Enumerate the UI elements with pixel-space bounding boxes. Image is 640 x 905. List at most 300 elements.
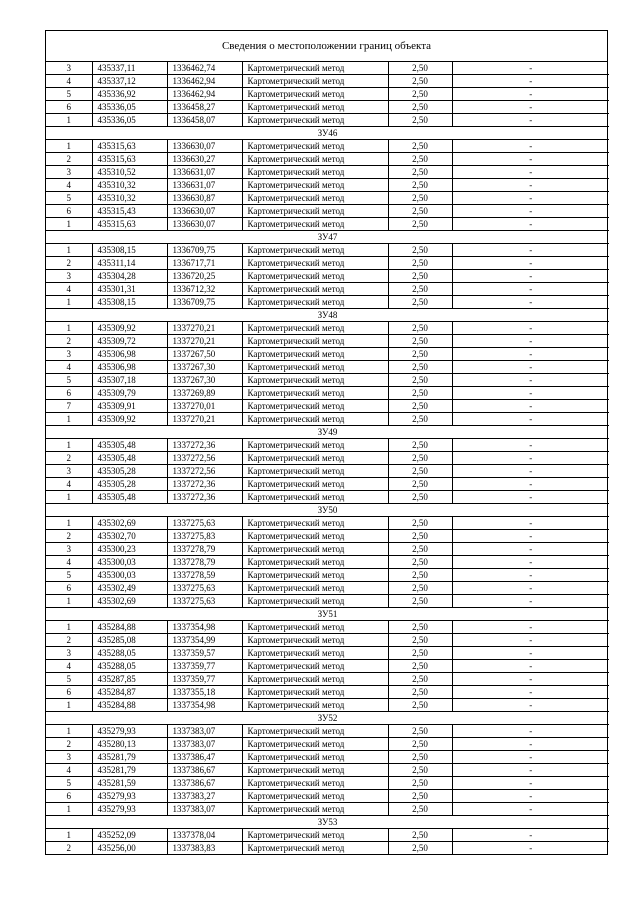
accuracy-cell: 2,50 xyxy=(388,738,452,751)
x-coordinate-cell: 435284,88 xyxy=(92,699,167,712)
x-coordinate-cell: 435285,08 xyxy=(92,634,167,647)
method-cell: Картометрический метод xyxy=(242,296,388,309)
section-header-row xyxy=(46,231,609,244)
point-number-cell: 2 xyxy=(46,257,92,270)
coordinates-table xyxy=(46,62,609,854)
accuracy-cell: 2,50 xyxy=(388,192,452,205)
accuracy-cell: 2,50 xyxy=(388,465,452,478)
method-cell: Картометрический метод xyxy=(242,335,388,348)
accuracy-cell: 2,50 xyxy=(388,140,452,153)
point-number-cell: 3 xyxy=(46,348,92,361)
x-coordinate-cell: 435305,28 xyxy=(92,465,167,478)
table-row xyxy=(46,751,609,764)
method-cell: Картометрический метод xyxy=(242,465,388,478)
y-coordinate-cell: 1337270,01 xyxy=(167,400,242,413)
x-coordinate-cell: 435280,13 xyxy=(92,738,167,751)
y-coordinate-cell: 1337278,79 xyxy=(167,543,242,556)
description-cell: - xyxy=(452,595,609,608)
accuracy-cell: 2,50 xyxy=(388,452,452,465)
accuracy-cell: 2,50 xyxy=(388,257,452,270)
y-coordinate-cell: 1337383,07 xyxy=(167,725,242,738)
accuracy-cell: 2,50 xyxy=(388,595,452,608)
table-row xyxy=(46,348,609,361)
point-number-cell: 2 xyxy=(46,153,92,166)
description-cell: - xyxy=(452,582,609,595)
y-coordinate-cell: 1337355,18 xyxy=(167,686,242,699)
point-number-cell: 1 xyxy=(46,803,92,816)
point-number-cell: 3 xyxy=(46,62,92,75)
table-row xyxy=(46,790,609,803)
description-cell: - xyxy=(452,699,609,712)
x-coordinate-cell: 435252,09 xyxy=(92,829,167,842)
method-cell: Картометрический метод xyxy=(242,270,388,283)
description-cell: - xyxy=(452,88,609,101)
x-coordinate-cell: 435284,88 xyxy=(92,621,167,634)
x-coordinate-cell: 435305,48 xyxy=(92,452,167,465)
description-cell: - xyxy=(452,205,609,218)
y-coordinate-cell: 1337383,07 xyxy=(167,738,242,751)
table-row xyxy=(46,439,609,452)
x-coordinate-cell: 435309,72 xyxy=(92,335,167,348)
y-coordinate-cell: 1337386,47 xyxy=(167,751,242,764)
y-coordinate-cell: 1336709,75 xyxy=(167,244,242,257)
description-cell: - xyxy=(452,569,609,582)
accuracy-cell: 2,50 xyxy=(388,62,452,75)
y-coordinate-cell: 1337354,98 xyxy=(167,699,242,712)
point-number-cell: 6 xyxy=(46,582,92,595)
accuracy-cell: 2,50 xyxy=(388,478,452,491)
section-title: ЗУ51 xyxy=(46,608,609,621)
method-cell: Картометрический метод xyxy=(242,829,388,842)
x-coordinate-cell: 435288,05 xyxy=(92,660,167,673)
y-coordinate-cell: 1337359,77 xyxy=(167,660,242,673)
accuracy-cell: 2,50 xyxy=(388,296,452,309)
description-cell: - xyxy=(452,62,609,75)
table-row xyxy=(46,166,609,179)
accuracy-cell: 2,50 xyxy=(388,244,452,257)
point-number-cell: 2 xyxy=(46,452,92,465)
x-coordinate-cell: 435308,15 xyxy=(92,296,167,309)
table-row xyxy=(46,660,609,673)
method-cell: Картометрический метод xyxy=(242,62,388,75)
method-cell: Картометрический метод xyxy=(242,777,388,790)
point-number-cell: 1 xyxy=(46,322,92,335)
table-row xyxy=(46,153,609,166)
table-row xyxy=(46,361,609,374)
method-cell: Картометрический метод xyxy=(242,491,388,504)
method-cell: Картометрический метод xyxy=(242,842,388,855)
accuracy-cell: 2,50 xyxy=(388,517,452,530)
accuracy-cell: 2,50 xyxy=(388,114,452,127)
table-row xyxy=(46,803,609,816)
method-cell: Картометрический метод xyxy=(242,257,388,270)
method-cell: Картометрический метод xyxy=(242,192,388,205)
description-cell: - xyxy=(452,491,609,504)
description-cell: - xyxy=(452,348,609,361)
x-coordinate-cell: 435256,00 xyxy=(92,842,167,855)
method-cell: Картометрический метод xyxy=(242,582,388,595)
accuracy-cell: 2,50 xyxy=(388,153,452,166)
x-coordinate-cell: 435279,93 xyxy=(92,790,167,803)
point-number-cell: 4 xyxy=(46,179,92,192)
x-coordinate-cell: 435302,70 xyxy=(92,530,167,543)
method-cell: Картометрический метод xyxy=(242,439,388,452)
point-number-cell: 6 xyxy=(46,790,92,803)
method-cell: Картометрический метод xyxy=(242,803,388,816)
method-cell: Картометрический метод xyxy=(242,725,388,738)
table-row xyxy=(46,296,609,309)
x-coordinate-cell: 435300,23 xyxy=(92,543,167,556)
accuracy-cell: 2,50 xyxy=(388,322,452,335)
point-number-cell: 5 xyxy=(46,374,92,387)
table-row xyxy=(46,543,609,556)
method-cell: Картометрический метод xyxy=(242,647,388,660)
accuracy-cell: 2,50 xyxy=(388,88,452,101)
x-coordinate-cell: 435308,15 xyxy=(92,244,167,257)
x-coordinate-cell: 435311,14 xyxy=(92,257,167,270)
table-row xyxy=(46,335,609,348)
accuracy-cell: 2,50 xyxy=(388,439,452,452)
method-cell: Картометрический метод xyxy=(242,569,388,582)
table-row xyxy=(46,88,609,101)
method-cell: Картометрический метод xyxy=(242,686,388,699)
point-number-cell: 4 xyxy=(46,660,92,673)
x-coordinate-cell: 435337,11 xyxy=(92,62,167,75)
y-coordinate-cell: 1337267,30 xyxy=(167,374,242,387)
table-row xyxy=(46,634,609,647)
table-row xyxy=(46,179,609,192)
description-cell: - xyxy=(452,387,609,400)
table-row xyxy=(46,777,609,790)
y-coordinate-cell: 1336712,32 xyxy=(167,283,242,296)
x-coordinate-cell: 435306,98 xyxy=(92,361,167,374)
document-title: Сведения о местоположении границ объекта xyxy=(46,31,607,62)
table-row xyxy=(46,114,609,127)
x-coordinate-cell: 435310,32 xyxy=(92,192,167,205)
method-cell: Картометрический метод xyxy=(242,244,388,257)
point-number-cell: 3 xyxy=(46,465,92,478)
y-coordinate-cell: 1337359,77 xyxy=(167,673,242,686)
method-cell: Картометрический метод xyxy=(242,634,388,647)
method-cell: Картометрический метод xyxy=(242,166,388,179)
accuracy-cell: 2,50 xyxy=(388,634,452,647)
x-coordinate-cell: 435281,59 xyxy=(92,777,167,790)
accuracy-cell: 2,50 xyxy=(388,569,452,582)
description-cell: - xyxy=(452,257,609,270)
section-title: ЗУ47 xyxy=(46,231,609,244)
table-row xyxy=(46,699,609,712)
table-row xyxy=(46,673,609,686)
point-number-cell: 2 xyxy=(46,738,92,751)
x-coordinate-cell: 435302,69 xyxy=(92,517,167,530)
y-coordinate-cell: 1336630,07 xyxy=(167,218,242,231)
point-number-cell: 1 xyxy=(46,595,92,608)
accuracy-cell: 2,50 xyxy=(388,621,452,634)
point-number-cell: 2 xyxy=(46,530,92,543)
point-number-cell: 1 xyxy=(46,296,92,309)
description-cell: - xyxy=(452,738,609,751)
point-number-cell: 3 xyxy=(46,166,92,179)
accuracy-cell: 2,50 xyxy=(388,699,452,712)
section-header-row xyxy=(46,608,609,621)
x-coordinate-cell: 435302,69 xyxy=(92,595,167,608)
y-coordinate-cell: 1336720,25 xyxy=(167,270,242,283)
y-coordinate-cell: 1337383,27 xyxy=(167,790,242,803)
y-coordinate-cell: 1336462,74 xyxy=(167,62,242,75)
table-row xyxy=(46,75,609,88)
method-cell: Картометрический метод xyxy=(242,153,388,166)
accuracy-cell: 2,50 xyxy=(388,348,452,361)
point-number-cell: 1 xyxy=(46,621,92,634)
description-cell: - xyxy=(452,218,609,231)
description-cell: - xyxy=(452,413,609,426)
method-cell: Картометрический метод xyxy=(242,75,388,88)
accuracy-cell: 2,50 xyxy=(388,530,452,543)
y-coordinate-cell: 1337354,98 xyxy=(167,621,242,634)
description-cell: - xyxy=(452,543,609,556)
y-coordinate-cell: 1336462,94 xyxy=(167,75,242,88)
accuracy-cell: 2,50 xyxy=(388,387,452,400)
method-cell: Картометрический метод xyxy=(242,348,388,361)
description-cell: - xyxy=(452,829,609,842)
section-header-row xyxy=(46,712,609,725)
description-cell: - xyxy=(452,842,609,855)
table-row xyxy=(46,218,609,231)
y-coordinate-cell: 1336631,07 xyxy=(167,179,242,192)
accuracy-cell: 2,50 xyxy=(388,777,452,790)
y-coordinate-cell: 1337275,63 xyxy=(167,517,242,530)
y-coordinate-cell: 1337267,50 xyxy=(167,348,242,361)
point-number-cell: 6 xyxy=(46,101,92,114)
accuracy-cell: 2,50 xyxy=(388,660,452,673)
table-row xyxy=(46,517,609,530)
method-cell: Картометрический метод xyxy=(242,283,388,296)
x-coordinate-cell: 435301,31 xyxy=(92,283,167,296)
description-cell: - xyxy=(452,179,609,192)
section-header-row xyxy=(46,816,609,829)
table-row xyxy=(46,738,609,751)
y-coordinate-cell: 1337275,83 xyxy=(167,530,242,543)
table-row xyxy=(46,62,609,75)
point-number-cell: 5 xyxy=(46,192,92,205)
y-coordinate-cell: 1336630,07 xyxy=(167,205,242,218)
description-cell: - xyxy=(452,790,609,803)
method-cell: Картометрический метод xyxy=(242,738,388,751)
y-coordinate-cell: 1337278,79 xyxy=(167,556,242,569)
point-number-cell: 1 xyxy=(46,699,92,712)
x-coordinate-cell: 435279,93 xyxy=(92,725,167,738)
description-cell: - xyxy=(452,556,609,569)
method-cell: Картометрический метод xyxy=(242,673,388,686)
method-cell: Картометрический метод xyxy=(242,88,388,101)
accuracy-cell: 2,50 xyxy=(388,179,452,192)
y-coordinate-cell: 1336462,94 xyxy=(167,88,242,101)
description-cell: - xyxy=(452,660,609,673)
description-cell: - xyxy=(452,400,609,413)
method-cell: Картометрический метод xyxy=(242,400,388,413)
method-cell: Картометрический метод xyxy=(242,478,388,491)
point-number-cell: 4 xyxy=(46,764,92,777)
accuracy-cell: 2,50 xyxy=(388,374,452,387)
table-row xyxy=(46,595,609,608)
point-number-cell: 6 xyxy=(46,205,92,218)
accuracy-cell: 2,50 xyxy=(388,725,452,738)
accuracy-cell: 2,50 xyxy=(388,556,452,569)
y-coordinate-cell: 1337354,99 xyxy=(167,634,242,647)
x-coordinate-cell: 435315,63 xyxy=(92,153,167,166)
description-cell: - xyxy=(452,322,609,335)
x-coordinate-cell: 435336,92 xyxy=(92,88,167,101)
point-number-cell: 1 xyxy=(46,517,92,530)
accuracy-cell: 2,50 xyxy=(388,205,452,218)
point-number-cell: 1 xyxy=(46,218,92,231)
description-cell: - xyxy=(452,153,609,166)
accuracy-cell: 2,50 xyxy=(388,283,452,296)
point-number-cell: 1 xyxy=(46,439,92,452)
point-number-cell: 5 xyxy=(46,569,92,582)
accuracy-cell: 2,50 xyxy=(388,582,452,595)
point-number-cell: 3 xyxy=(46,543,92,556)
method-cell: Картометрический метод xyxy=(242,764,388,777)
point-number-cell: 4 xyxy=(46,283,92,296)
accuracy-cell: 2,50 xyxy=(388,543,452,556)
accuracy-cell: 2,50 xyxy=(388,335,452,348)
x-coordinate-cell: 435310,32 xyxy=(92,179,167,192)
x-coordinate-cell: 435337,12 xyxy=(92,75,167,88)
x-coordinate-cell: 435305,48 xyxy=(92,439,167,452)
y-coordinate-cell: 1337269,89 xyxy=(167,387,242,400)
x-coordinate-cell: 435310,52 xyxy=(92,166,167,179)
y-coordinate-cell: 1337378,04 xyxy=(167,829,242,842)
y-coordinate-cell: 1336631,07 xyxy=(167,166,242,179)
description-cell: - xyxy=(452,777,609,790)
section-title: ЗУ50 xyxy=(46,504,609,517)
section-header-row xyxy=(46,504,609,517)
accuracy-cell: 2,50 xyxy=(388,166,452,179)
method-cell: Картометрический метод xyxy=(242,530,388,543)
accuracy-cell: 2,50 xyxy=(388,491,452,504)
description-cell: - xyxy=(452,751,609,764)
y-coordinate-cell: 1337386,67 xyxy=(167,777,242,790)
point-number-cell: 6 xyxy=(46,387,92,400)
accuracy-cell: 2,50 xyxy=(388,218,452,231)
table-row xyxy=(46,725,609,738)
x-coordinate-cell: 435306,98 xyxy=(92,348,167,361)
x-coordinate-cell: 435304,28 xyxy=(92,270,167,283)
y-coordinate-cell: 1337270,21 xyxy=(167,322,242,335)
point-number-cell: 5 xyxy=(46,673,92,686)
point-number-cell: 4 xyxy=(46,556,92,569)
section-title: ЗУ46 xyxy=(46,127,609,140)
method-cell: Картометрический метод xyxy=(242,218,388,231)
y-coordinate-cell: 1337278,59 xyxy=(167,569,242,582)
table-row xyxy=(46,842,609,855)
section-title: ЗУ53 xyxy=(46,816,609,829)
method-cell: Картометрический метод xyxy=(242,790,388,803)
table-row xyxy=(46,387,609,400)
y-coordinate-cell: 1337272,36 xyxy=(167,439,242,452)
method-cell: Картометрический метод xyxy=(242,543,388,556)
description-cell: - xyxy=(452,335,609,348)
description-cell: - xyxy=(452,114,609,127)
description-cell: - xyxy=(452,283,609,296)
y-coordinate-cell: 1337272,36 xyxy=(167,491,242,504)
section-title: ЗУ48 xyxy=(46,309,609,322)
y-coordinate-cell: 1336630,07 xyxy=(167,140,242,153)
table-row xyxy=(46,491,609,504)
method-cell: Картометрический метод xyxy=(242,751,388,764)
x-coordinate-cell: 435281,79 xyxy=(92,751,167,764)
description-cell: - xyxy=(452,244,609,257)
x-coordinate-cell: 435305,48 xyxy=(92,491,167,504)
method-cell: Картометрический метод xyxy=(242,517,388,530)
table-row xyxy=(46,556,609,569)
accuracy-cell: 2,50 xyxy=(388,829,452,842)
point-number-cell: 6 xyxy=(46,686,92,699)
description-cell: - xyxy=(452,361,609,374)
method-cell: Картометрический метод xyxy=(242,452,388,465)
accuracy-cell: 2,50 xyxy=(388,400,452,413)
description-cell: - xyxy=(452,296,609,309)
point-number-cell: 1 xyxy=(46,491,92,504)
y-coordinate-cell: 1337275,63 xyxy=(167,582,242,595)
accuracy-cell: 2,50 xyxy=(388,101,452,114)
x-coordinate-cell: 435309,79 xyxy=(92,387,167,400)
point-number-cell: 1 xyxy=(46,829,92,842)
method-cell: Картометрический метод xyxy=(242,595,388,608)
x-coordinate-cell: 435309,91 xyxy=(92,400,167,413)
table-row xyxy=(46,205,609,218)
method-cell: Картометрический метод xyxy=(242,361,388,374)
description-cell: - xyxy=(452,621,609,634)
point-number-cell: 4 xyxy=(46,478,92,491)
section-title: ЗУ52 xyxy=(46,712,609,725)
description-cell: - xyxy=(452,465,609,478)
description-cell: - xyxy=(452,686,609,699)
boundary-table-document xyxy=(45,30,608,855)
point-number-cell: 5 xyxy=(46,88,92,101)
y-coordinate-cell: 1337267,30 xyxy=(167,361,242,374)
y-coordinate-cell: 1337359,57 xyxy=(167,647,242,660)
description-cell: - xyxy=(452,647,609,660)
table-row xyxy=(46,374,609,387)
table-row xyxy=(46,400,609,413)
x-coordinate-cell: 435300,03 xyxy=(92,569,167,582)
table-row xyxy=(46,283,609,296)
point-number-cell: 1 xyxy=(46,114,92,127)
accuracy-cell: 2,50 xyxy=(388,686,452,699)
section-header-row xyxy=(46,127,609,140)
description-cell: - xyxy=(452,530,609,543)
table-row xyxy=(46,452,609,465)
table-row xyxy=(46,582,609,595)
method-cell: Картометрический метод xyxy=(242,140,388,153)
description-cell: - xyxy=(452,452,609,465)
description-cell: - xyxy=(452,439,609,452)
description-cell: - xyxy=(452,101,609,114)
table-row xyxy=(46,465,609,478)
table-row xyxy=(46,686,609,699)
method-cell: Картометрический метод xyxy=(242,699,388,712)
point-number-cell: 3 xyxy=(46,647,92,660)
accuracy-cell: 2,50 xyxy=(388,751,452,764)
y-coordinate-cell: 1336717,71 xyxy=(167,257,242,270)
y-coordinate-cell: 1337272,56 xyxy=(167,452,242,465)
point-number-cell: 1 xyxy=(46,725,92,738)
method-cell: Картометрический метод xyxy=(242,556,388,569)
method-cell: Картометрический метод xyxy=(242,179,388,192)
description-cell: - xyxy=(452,166,609,179)
